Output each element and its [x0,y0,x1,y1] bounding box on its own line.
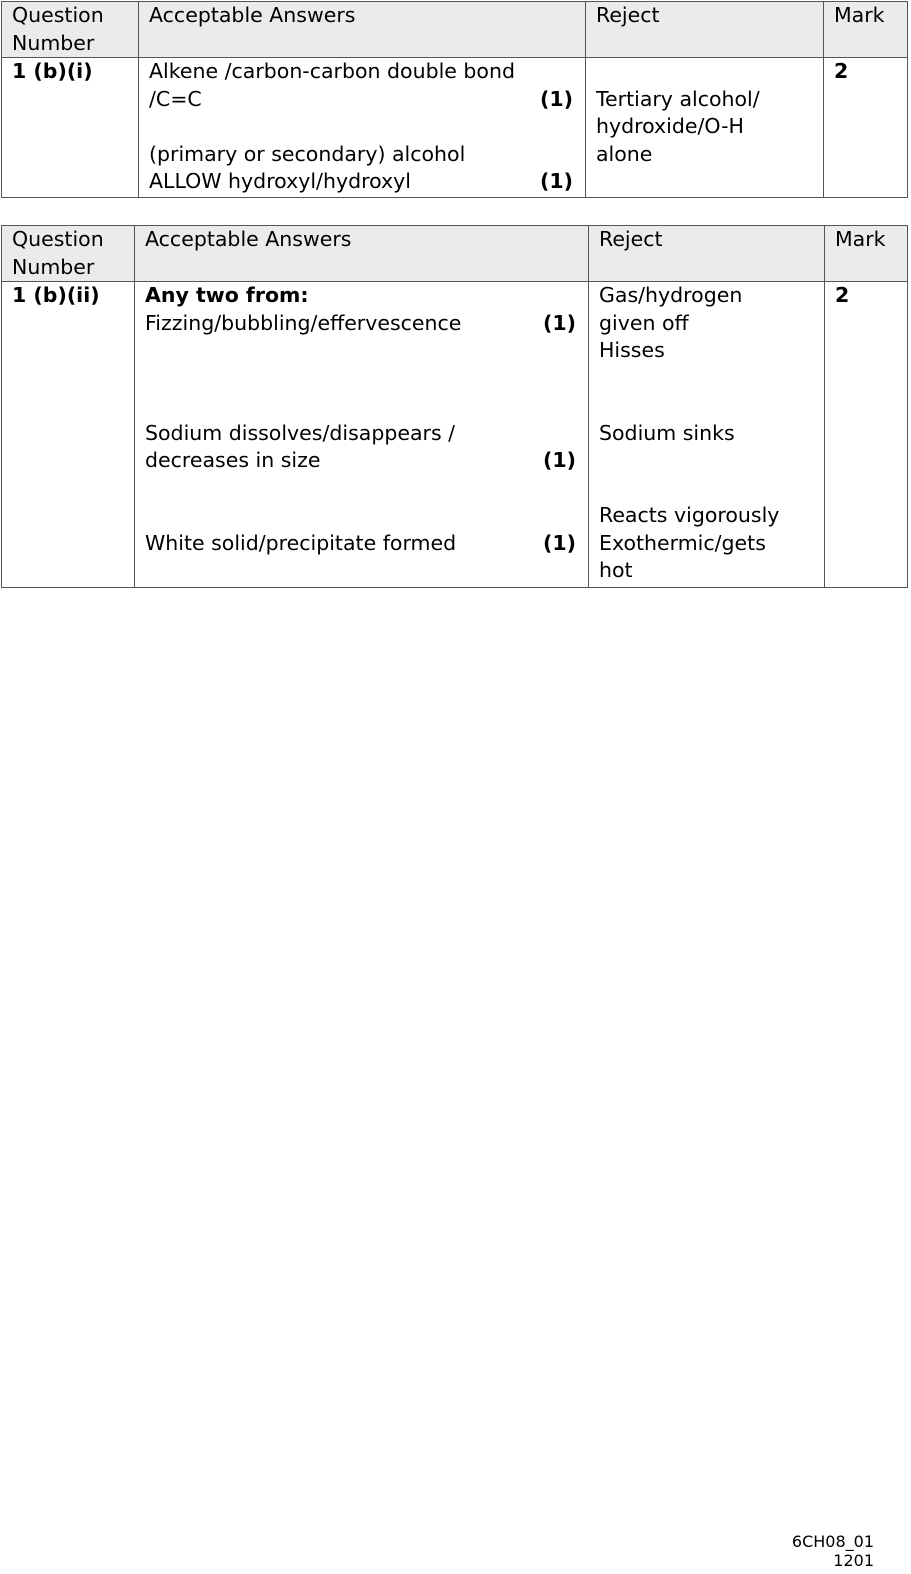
page-footer [760,1532,874,1570]
mark-value: 2 [825,282,908,588]
question-number: 1 (b)(i) [2,58,139,198]
reject-line: hydroxide/O-H [596,114,744,138]
acceptable-answers-cell [135,282,589,588]
header-mark: Mark [825,226,908,282]
answer-intro: Any two from: [145,283,309,307]
reject-line: Reacts vigorously [599,503,780,527]
header-row [2,2,908,58]
reject-line: hot [599,558,633,582]
page-number: 1201 [833,1551,874,1570]
header-question-number: Question Number [2,2,139,58]
header-mark: Mark [824,2,908,58]
header-reject: Reject [589,226,825,282]
answer-line: Alkene /carbon-carbon double bond [149,59,515,83]
reject-line: given off [599,310,689,335]
mark-scheme-table-1 [1,1,908,198]
acceptable-answers-cell [139,58,586,198]
header-reject: Reject [586,2,824,58]
answer-line: ALLOW hydroxyl/hydroxyl (1) [149,169,573,193]
answer-line: Sodium dissolves/disappears / [145,420,456,445]
mark-value: 2 [824,58,908,198]
answer-line [149,113,585,141]
answer-line: Fizzing/bubbling/effervescence (1) [145,310,576,335]
answer-line: decreases in size (1) [145,448,576,472]
reject-cell [586,58,824,198]
header-acceptable-answers: Acceptable Answers [139,2,586,58]
reject-line: Hisses [599,338,665,362]
answer-line: /C=C (1) [149,86,573,111]
reject-line: alone [596,141,653,166]
header-acceptable-answers: Acceptable Answers [135,226,589,282]
paper-code: 6CH08_01 [791,1532,874,1551]
reject-line: Gas/hydrogen [599,283,743,307]
answer-row [2,282,908,588]
reject-cell [589,282,825,588]
header-question-number: Question Number [2,226,135,282]
answer-line: White solid/precipitate formed (1) [145,530,576,555]
mark-scheme-table-2 [1,225,908,588]
header-row [2,226,908,282]
answer-row [2,58,908,198]
reject-line: Sodium sinks [599,420,735,445]
reject-line: Tertiary alcohol/ [596,86,760,111]
question-number: 1 (b)(ii) [2,282,135,588]
answer-line: (primary or secondary) alcohol [149,141,466,166]
reject-line: Exothermic/gets [599,530,766,555]
